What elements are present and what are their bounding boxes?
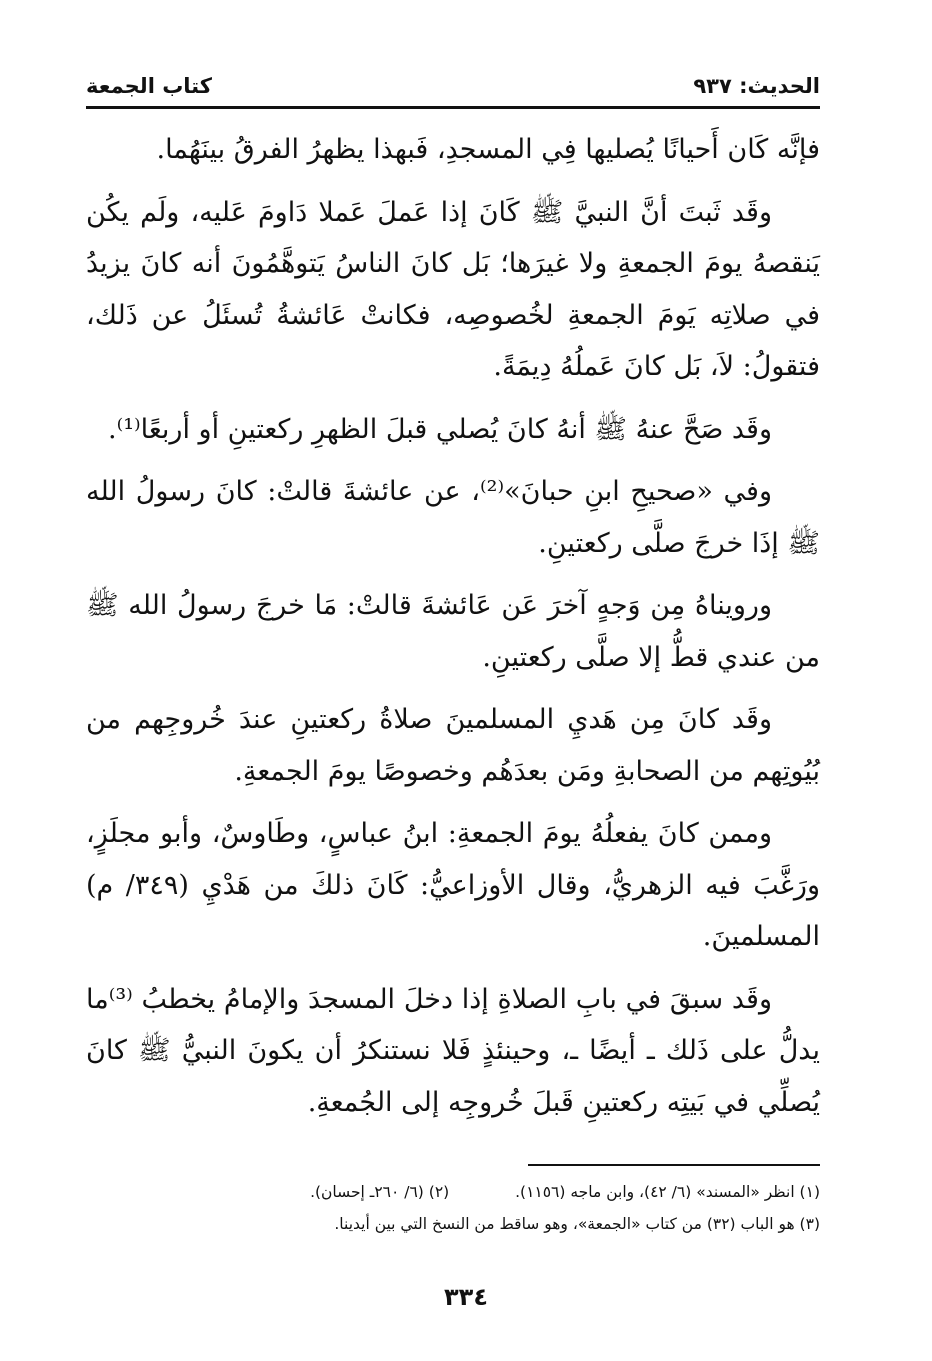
paragraph-1: فإنَّه كَان أَحيانًا يُصليها فِي المسجدِ، فَبهذا يظهرُ الفرقُ بينَهُما. [156, 134, 820, 165]
footnote-rule [528, 1164, 820, 1166]
running-header [86, 66, 820, 106]
hadith-number: الحديث: ٩٣٧ [693, 74, 820, 98]
footnote-line-2 [86, 1208, 820, 1240]
footnote-line-1 [86, 1176, 820, 1208]
paragraph-3: وقَد صَحَّ عنهُ ﷺ أنهُ كانَ يُصلي قبلَ الظهرِ ركعتينِ أو أربعًا⁽¹⁾. [107, 413, 772, 445]
paragraph-7: وممن كانَ يفعلُهُ يومَ الجمعةِ: ابنُ عباسٍ، وطَاوسٌ، وأبو مجلَزٍ، ورَغَّبَ فيه الزهريُّ، وقال الأوزاعيُّ: كَانَ ذلكَ من هَدْيِ (٣٤٩/ م) المسلمينَ. [86, 818, 821, 952]
footnote-3: (٣) هو الباب (٣٢) من كتاب «الجمعة»، وهو ساقط من النسخ التي بين أيدينا. [334, 1215, 820, 1233]
paragraph-4: وفي «صحيحِ ابنِ حبانَ»⁽²⁾، عن عائشةَ قالتْ: كانَ رسولُ الله ﷺ إذَا خرجَ صلَّى ركعتينِ. [86, 476, 820, 559]
header-rule [86, 106, 820, 109]
paragraph-5: ورويناهُ مِن وَجهٍ آخرَ عَن عَائشةَ قالتْ: مَا خرجَ رسولُ الله ﷺ من عندي قطُّ إلا صلَّى ركعتينِ. [86, 590, 820, 673]
paragraph-8: وقَد سبقَ في بابِ الصلاةِ إذا دخلَ المسجدَ والإمامُ يخطبُ ⁽³⁾ما يدلُّ على ذَلك ـ أيضًا ـ، وحينئذٍ فَلا نستنكرُ أن يكونَ النبيُّ ﷺ كانَ يُصلِّي في بَيتِه ركعتينِ قَبلَ خُروجِه إلى الجُمعةِ. [86, 983, 820, 1118]
book-title: كتاب الجمعة [86, 74, 212, 98]
footnote-2: (٢) (٦/ ٢٦٠ـ إحسان). [310, 1183, 450, 1201]
paragraph-2: وقَد ثَبتَ أنَّ النبيَّ ﷺ كَانَ إذا عَملَ عَملا دَاومَ عَليه، ولَم يكُن يَنقصهُ يومَ الجمعةِ ولا غيرَها؛ بَل كانَ الناسُ يَتوهَّمُونَ أنه كانَ يزيدُ في صلاتِه يَومَ الجمعةِ لخُصوصِه، فكانتْ عَائشةُ تُسئَلُ عن ذَلك، فتقولُ: لاَ، بَل كانَ عَملُهُ دِيمَةً. [86, 196, 820, 382]
footnote-1: (١) انظر «المسند» (٦/ ٤٢)، وابن ماجه (١١٥٦). [515, 1183, 820, 1201]
footnotes [86, 1176, 820, 1240]
page-number: ٣٣٤ [444, 1283, 488, 1311]
paragraph-6: وقَد كانَ مِن هَديِ المسلمينَ صلاةُ ركعتينِ عندَ خُروجِهم من بُيُوتِهم من الصحابةِ ومَن بعدَهُم وخصوصًا يومَ الجمعةِ. [86, 704, 820, 787]
main-text [86, 124, 820, 1139]
